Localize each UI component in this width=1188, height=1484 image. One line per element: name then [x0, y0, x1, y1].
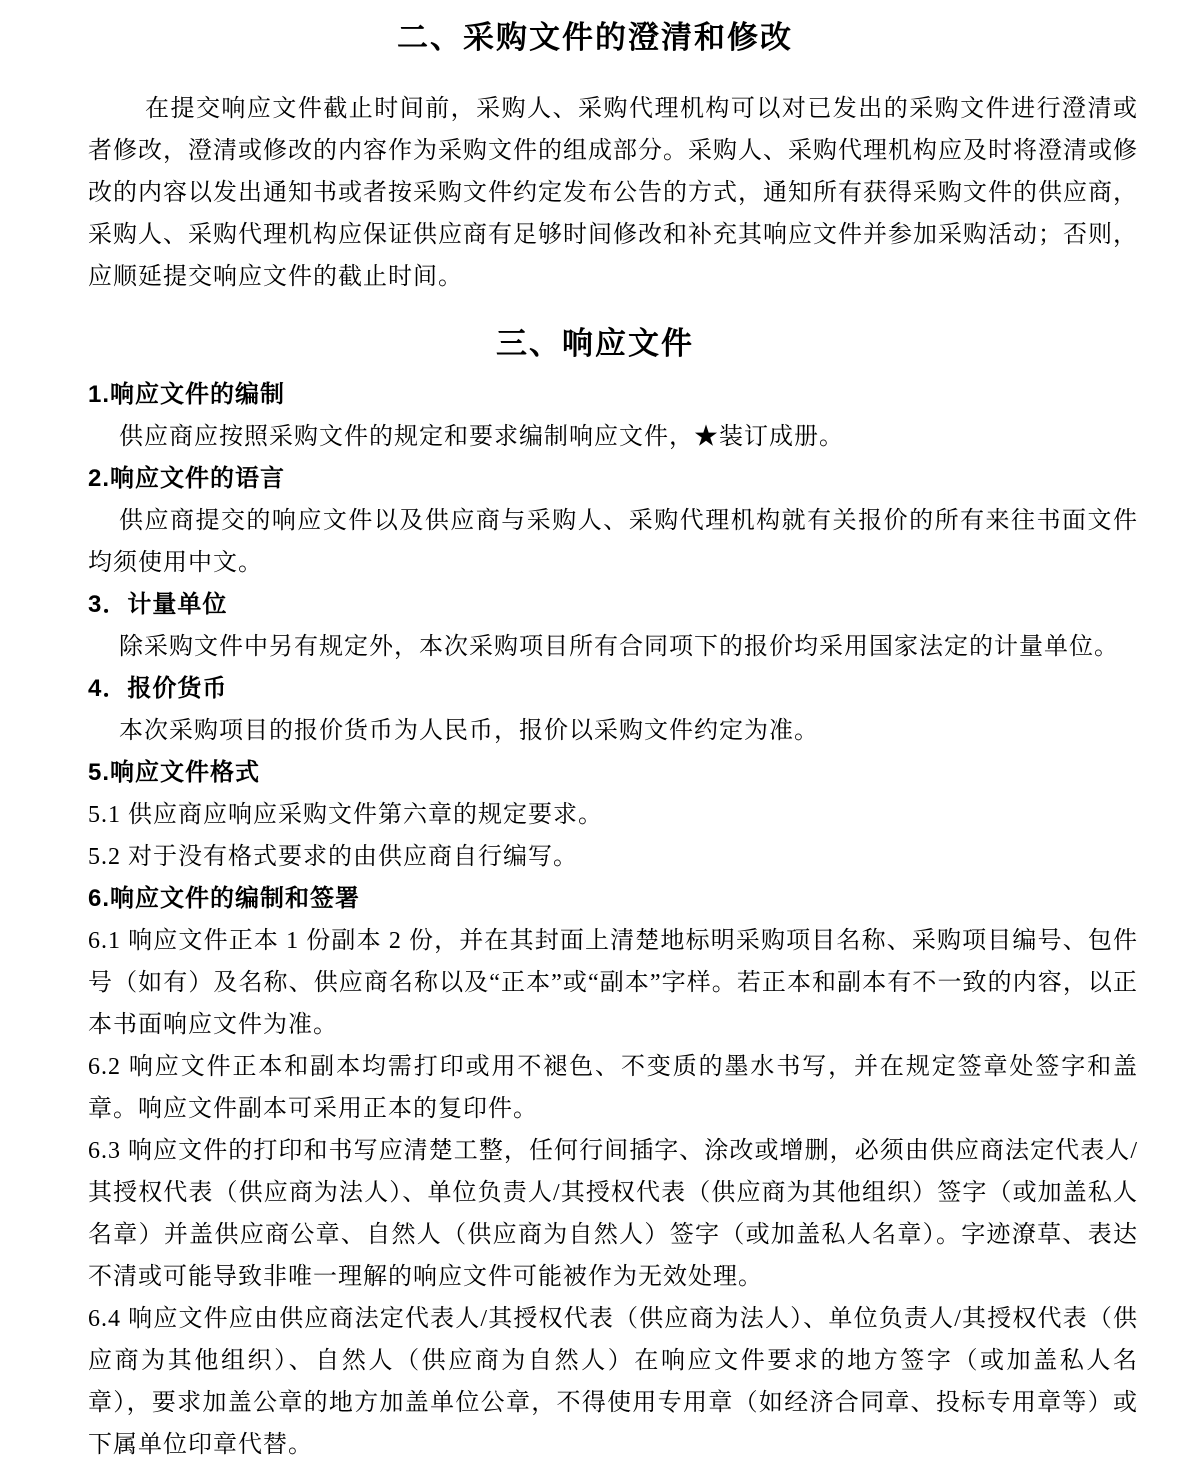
part2-title: 二、采购文件的澄清和修改: [397, 20, 793, 55]
clause-4-heading: 4．报价货币: [88, 675, 228, 702]
clause-3-heading: 3．计量单位: [88, 591, 228, 618]
clause-4-text: 本次采购项目的报价货币为人民币，报价以采购文件约定为准。: [119, 718, 819, 744]
clause-6-4-text: 6.4 响应文件应由供应商法定代表人/其授权代表（供应商为法人）、单位负责人/其授权代表（供应商为其他组织）、自然人（供应商为自然人）在响应文件要求的地方签字（或加盖私人名章），要求加盖公章的地方加盖单位公章，不得使用专用章（如经济合同章、投标专用章等）或下属单位印章代替。: [88, 1306, 1138, 1458]
clause-2-heading: 2.响应文件的语言: [88, 465, 286, 492]
clause-5-heading: 5.响应文件格式: [88, 759, 261, 786]
clause-6-heading: 6.响应文件的编制和签署: [88, 885, 361, 912]
clause-3-text: 除采购文件中另有规定外，本次采购项目所有合同项下的报价均采用国家法定的计量单位。: [119, 634, 1119, 660]
clause-2-text: 供应商提交的响应文件以及供应商与采购人、采购代理机构就有关报价的所有来往书面文件均须使用中文。: [88, 508, 1138, 576]
part3-title: 三、响应文件: [496, 326, 694, 361]
clause-1-text: 供应商应按照采购文件的规定和要求编制响应文件，★装订成册。: [119, 424, 844, 450]
clause-5-1-text: 5.1 供应商应响应采购文件第六章的规定要求。: [88, 802, 603, 828]
clause-6-3-text: 6.3 响应文件的打印和书写应清楚工整，任何行间插字、涂改或增删，必须由供应商法定代表人/其授权代表（供应商为法人）、单位负责人/其授权代表（供应商为其他组织）签字（或加盖私人名章）并盖供应商公章、自然人（供应商为自然人）签字（或加盖私人名章）。字迹潦草、表达不清或可能导致非唯一理解的响应文件可能被作为无效处理。: [88, 1138, 1138, 1290]
clause-1-heading: 1.响应文件的编制: [88, 381, 286, 408]
clause-6-2-text: 6.2 响应文件正本和副本均需打印或用不褪色、不变质的墨水书写，并在规定签章处签字和盖章。响应文件副本可采用正本的复印件。: [88, 1054, 1138, 1122]
part2-paragraph: 在提交响应文件截止时间前，采购人、采购代理机构可以对已发出的采购文件进行澄清或者修改，澄清或修改的内容作为采购文件的组成部分。采购人、采购代理机构应及时将澄清或修改的内容以发出通知书或者按采购文件约定发布公告的方式，通知所有获得采购文件的供应商，采购人、采购代理机构应保证供应商有足够时间修改和补充其响应文件并参加采购活动；否则，应顺延提交响应文件的截止时间。: [88, 96, 1138, 290]
clause-5-2-text: 5.2 对于没有格式要求的由供应商自行编写。: [88, 844, 578, 870]
clause-6-1-text: 6.1 响应文件正本 1 份副本 2 份，并在其封面上清楚地标明采购项目名称、采购项目编号、包件号（如有）及名称、供应商名称以及“正本”或“副本”字样。若正本和副本有不一致的内容，以正本书面响应文件为准。: [88, 928, 1138, 1038]
